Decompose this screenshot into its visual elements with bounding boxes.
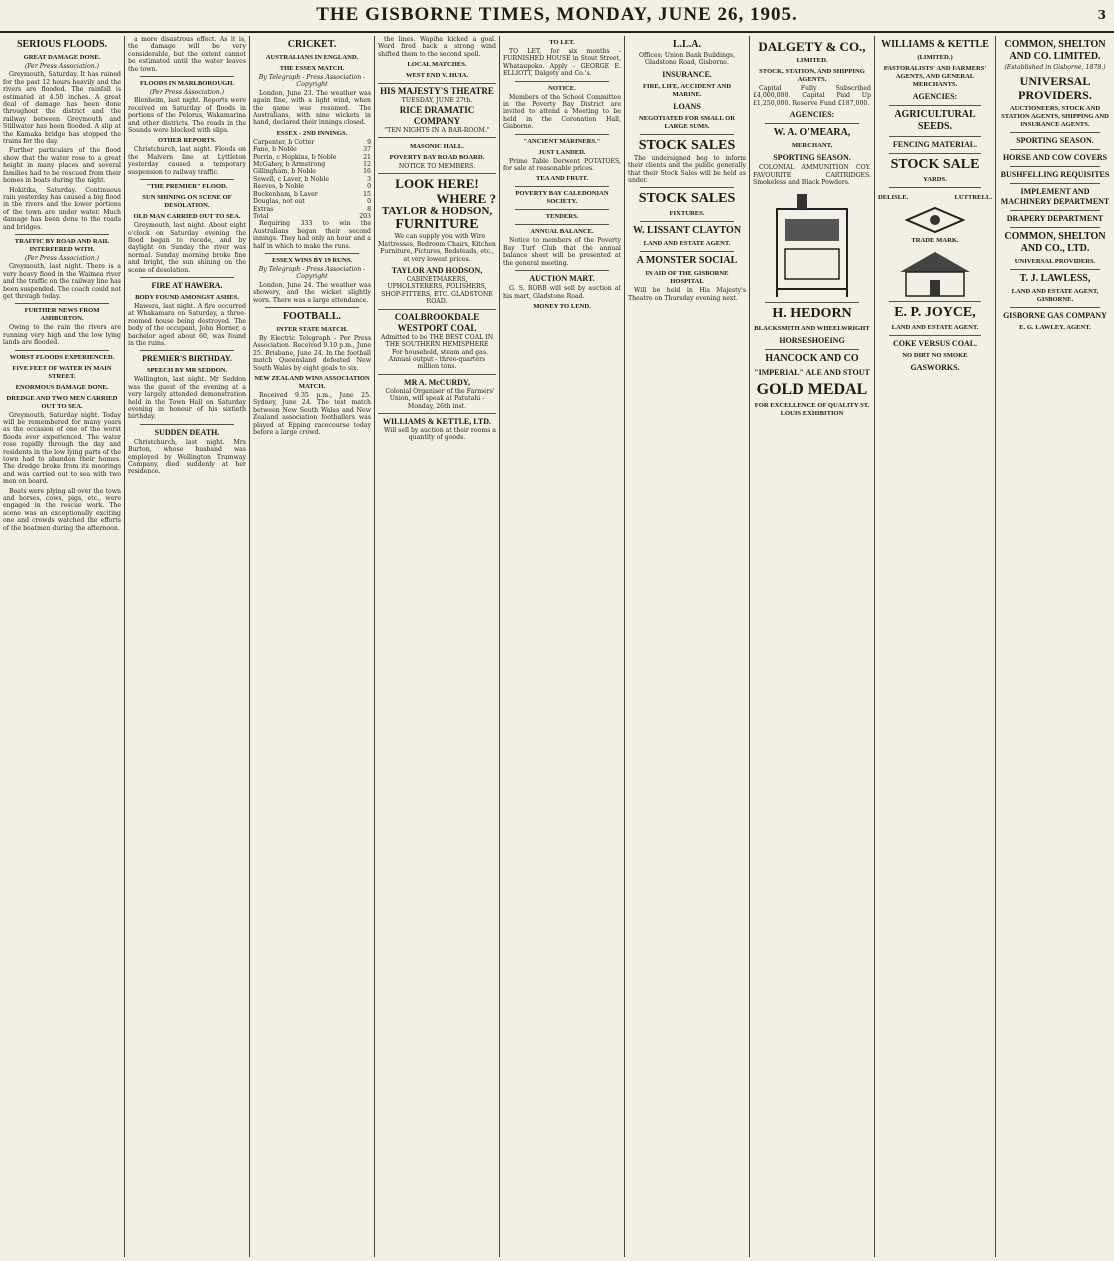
batsman-runs: 15 <box>363 190 371 198</box>
subheadline: AUSTRALIANS IN ENGLAND. <box>265 54 359 61</box>
subheadline: DREDGE AND TWO MEN CARRIED OUT TO SEA. <box>6 394 118 410</box>
divider <box>640 251 734 252</box>
article-paragraph: Owing to the rain the rivers are running very high and the low lying lands are flooded. <box>3 324 121 347</box>
headline: "ANCIENT MARINERS." <box>523 137 601 145</box>
headline: POVERTY BAY CALEDONIAN SOCIETY. <box>515 190 609 206</box>
masthead <box>0 0 1114 32</box>
subheadline: OLD MAN CARRIED OUT TO SEA. <box>133 213 241 221</box>
headline: W. LISSANT CLAYTON <box>632 225 742 237</box>
article-paragraph: Boats were plying all over the town and horses, cows, pigs, etc., were engaged in the rescue work. The scene was an exceptionally exciting one and crowds watched the efforts of the boatmen during the afternoon. <box>3 487 121 532</box>
divider <box>640 134 734 135</box>
advert-title: POVERTY BAY ROAD BOARD. <box>389 154 485 162</box>
article-paragraph: London, June 24. The weather was showery, and the wicket slightly worn. There was a large attendance. <box>253 281 371 304</box>
divider <box>140 424 234 425</box>
subheadline: BLACKSMITH AND WHEELWRIGHT <box>754 325 870 333</box>
article-paragraph: Christchurch, last night. Floods on the Malvern line at Lyttleton yesterday caused a temporary suspension to railway traffic. <box>128 146 246 176</box>
batsman-runs: 12 <box>363 161 371 169</box>
batsman-name: Reeves, b Noble <box>253 183 304 191</box>
scorecard <box>253 139 371 220</box>
trade-mark-emblem-icon <box>905 206 965 234</box>
headline: GASWORKS. <box>910 363 960 372</box>
subheadline: STOCK, STATION, AND SHIPPING AGENTS. <box>759 68 865 83</box>
headline: "THE PREMIER" FLOOD. <box>146 183 228 191</box>
headline: HORSE AND COW COVERS <box>1002 153 1108 163</box>
headline: SPORTING SEASON. <box>1016 136 1094 146</box>
headline: TRAFFIC BY ROAD AND RAIL INTERFERED WITH. <box>14 237 110 253</box>
divider <box>15 234 109 235</box>
headline: A MONSTER SOCIAL <box>636 255 738 267</box>
subheadline: BODY FOUND AMONGST ASHES. <box>135 293 239 301</box>
advert-paragraph: G. S. ROBB will sell by auction at his mart, Gladstone Road. <box>503 285 621 300</box>
subheadline: FIVE FEET OF WATER IN MAIN STREET. <box>12 364 112 380</box>
advert-line: Admitted to be THE BEST COAL IN THE SOUTHERN HEMISPHERE <box>380 333 494 349</box>
divider <box>515 134 609 135</box>
credit-line: (Established in Gisborne, 1878.) <box>1004 64 1106 71</box>
divider <box>889 301 980 302</box>
headline: T. J. LAWLESS, <box>1019 273 1091 285</box>
page-number: 3 <box>1097 8 1106 22</box>
batsman-name: Perrin, c Hopkins, b Noble <box>253 153 337 161</box>
headline: AGENCIES: <box>789 110 835 120</box>
article-paragraph: Greymouth, last night. There is a very heavy flood in the Waimea river and the traffic on the railway line has been suspended. The coach could not get through today. <box>3 263 122 300</box>
column-6 <box>625 36 749 1257</box>
divider <box>765 349 859 350</box>
advert-paragraph: Notice to members of the Poverty Bay Turf Club that the annual balance sheet will be presented at the general meeting. <box>503 237 621 267</box>
scorecard-row <box>253 191 371 198</box>
subheadline: YARDS. <box>923 176 947 183</box>
subheadline: (LIMITED.) <box>917 54 953 61</box>
advert-title: LOOK HERE! <box>395 176 479 192</box>
subheadline: THE ESSEX MATCH. <box>279 65 345 72</box>
subheadline: UNIVERSAL PROVIDERS. <box>1014 258 1096 266</box>
advert-paragraph: Colonial Organiser of the Farmers' Union, will speak at Patutahi - Monday, 26th inst. <box>385 387 495 410</box>
headline: TENDERS. <box>545 213 579 221</box>
headline: AGENCIES: <box>912 92 958 101</box>
advert-title: COALBROOKDALE WESTPORT COAL <box>394 311 480 333</box>
subheadline: FIRE, LIFE, ACCIDENT AND MARINE. <box>643 82 731 98</box>
headline: GISBORNE GAS COMPANY <box>1003 311 1107 321</box>
subheadline: "IMPERIAL" ALE AND STOUT <box>754 368 870 378</box>
headline: FURTHER NEWS FROM ASHBURTON. <box>24 307 100 323</box>
headline: IMPLEMENT AND MACHINERY DEPARTMENT <box>1000 187 1110 207</box>
furniture-advert <box>378 173 496 305</box>
divider <box>889 105 980 106</box>
advert-title: MR A. McCURDY, <box>404 377 470 387</box>
subheadline: NEGOTIATED FOR SMALL OR LARGE SUMS. <box>638 114 736 130</box>
divider <box>1010 166 1100 167</box>
credit-line: By Telegraph - Press Association - Copyright <box>258 265 366 281</box>
batsman-name: McGahey, b Armstrong <box>253 161 326 169</box>
batsman-runs: 9 <box>367 138 371 146</box>
batsman-runs: 203 <box>359 212 371 220</box>
batsman-runs: 0 <box>367 198 371 206</box>
headline: CRICKET. <box>287 39 337 50</box>
headline: STOCK SALES <box>638 191 736 207</box>
theatre-advert <box>378 83 496 134</box>
column-4 <box>375 36 499 1257</box>
headline: WILLIAMS & KETTLE <box>881 39 989 50</box>
headline: FIRE AT HAWERA. <box>151 280 223 290</box>
credit-line: (Per Press Association.) <box>24 254 100 262</box>
headline: OTHER REPORTS. <box>157 137 217 145</box>
headline: NOTICE. <box>548 84 576 92</box>
advert-line: CABINETMAKERS, UPHOLSTERERS, POLISHERS, SHOP-FITTERS, ETC. GLADSTONE ROAD. <box>381 276 493 306</box>
batsman-runs: 21 <box>363 153 371 161</box>
headline: INSURANCE. <box>662 69 712 79</box>
headline: SERIOUS FLOODS. <box>16 39 108 50</box>
headline: COMMON, SHELTON AND CO., LTD. <box>1004 231 1106 255</box>
article-paragraph: By Electric Telegraph - Per Press Association. Received 9.10 p.m., June 25. Brisbane, June 24. In the football match Queensland defeated New South Wales by eight goals to six. <box>253 334 371 372</box>
auction-advert <box>378 413 496 442</box>
batsman-runs: 0 <box>367 183 371 191</box>
advert-line: TUESDAY, JUNE 27th. <box>401 97 473 105</box>
credit-line: (Per Press Association.) <box>149 89 225 97</box>
subheadline: INTER STATE MATCH. <box>276 325 348 333</box>
scorecard-row <box>253 154 371 161</box>
article-paragraph: Greymouth, Saturday. It has rained for the past 12 hours heavily and the rivers are flooded. The rainfall is estimated at 4.50 inches. A great deal of damage has been done throughout the district and the railway between Greymouth and Stillwater has been flooded. A slip at the Kamaka bridge has stopped the trains for the day. <box>3 71 121 146</box>
divider <box>889 136 980 137</box>
advert-line: NOTICE TO MEMBERS. <box>398 163 476 171</box>
house-illustration <box>890 248 980 298</box>
advert-paragraph: Members of the School Committee in the Poverty Bay District are invited to attend a Meeting to be held in the Coronation Hall, Gisborne. <box>503 93 621 131</box>
divider <box>889 153 980 154</box>
article-paragraph: Hawera, last night. A fire occurred at Whakamara on Saturday, a three-roomed house being destroyed. The body of the occupant, John Horner, a bachelor aged about 60, was found in the ruins. <box>128 302 246 347</box>
subheadline: MERCHANT, <box>791 142 833 150</box>
headline: LOANS <box>673 101 701 111</box>
headline: AUCTION MART. <box>529 274 595 284</box>
subheadline: SPEECH BY MR SEDDON. <box>146 367 228 375</box>
subheadline: E. G. LAWLEY, AGENT. <box>1019 324 1091 332</box>
scorecard-row <box>253 161 371 168</box>
subheadline: LAND AND ESTATE AGENT. <box>891 324 979 331</box>
divider <box>1010 210 1100 211</box>
column-7 <box>750 36 874 1257</box>
scorecard-row <box>253 139 371 146</box>
advert-paragraph: Prime Table Derwent POTATOES, for sale at reasonable prices. <box>503 157 621 173</box>
scorecard-title: ESSEX - 2ND INNINGS. <box>276 129 348 137</box>
headline: FENCING MATERIAL. <box>892 140 978 149</box>
article-paragraph: Received 9.35 p.m., June 25. Sydney, June 24. The test match between New South Wales and New Zealand association footballers was played at Epping racecourse today before a large crowd. <box>253 392 371 437</box>
headline: W. A. O'MEARA, <box>773 127 851 139</box>
meeting-advert <box>378 374 496 410</box>
subheadline: FOR EXCELLENCE OF QUALITY ST. LOUIS EXHIBITION <box>754 402 870 418</box>
advert-paragraph: For household, steam and gas. Annual output - three-quarters million tons. <box>388 348 488 371</box>
subheadline: IN AID OF THE GISBORNE HOSPITAL <box>645 270 729 286</box>
article-paragraph: the lines. Wapiha kicked a goal. Word fired back a strong wind shifted them to the second spell. <box>378 36 496 58</box>
headline: DALGETY & CO., <box>758 39 866 54</box>
scorecard-row <box>253 206 371 213</box>
subheadline: LAND AND ESTATE AGENT. <box>643 240 731 248</box>
divider <box>515 224 609 225</box>
column-3 <box>250 36 374 1257</box>
divider <box>765 302 859 303</box>
subheadline: SUN SHINING ON SCENE OF DESOLATION. <box>142 194 232 210</box>
headline: TEA AND FRUIT. <box>535 175 589 183</box>
headline: HANCOCK AND CO <box>765 353 859 365</box>
article-paragraph: Wellington, last night. Mr Seddon was the guest of the evening at a very largely attended demonstration held in the Town Hall on Saturday evening in honour of his sixtieth birthday. <box>128 376 246 421</box>
headline: SUDDEN DEATH. <box>154 427 220 437</box>
headline: GOLD MEDAL <box>756 381 868 399</box>
advert-title: FURNITURE <box>395 217 479 233</box>
advert-title: TAYLOR AND HODSON, <box>391 266 483 276</box>
divider <box>1010 149 1100 150</box>
headline: ANNUAL BALANCE. <box>530 228 594 236</box>
advert-title: HIS MAJESTY'S THEATRE <box>380 86 494 97</box>
advert-title: MASONIC HALL. <box>410 143 464 151</box>
subheadline: LAND AND ESTATE AGENT, GISBORNE. <box>1011 288 1099 304</box>
article-paragraph: Greymouth, Saturday night. Today will be remembered for many years as the occasion of one of the worst floods ever experienced. The water rose rapidly through the day and residents in the low lying parts of the town had to abandon their homes. The dredge broke from its moorings and was carried out to sea with two men on board. <box>3 411 121 486</box>
divider <box>515 81 609 82</box>
advert-title: RICE DRAMATIC COMPANY <box>399 104 475 126</box>
batsman-name: Total <box>253 212 269 220</box>
column-8 <box>875 36 995 1257</box>
divider <box>889 335 980 336</box>
batsman-name: Fane, b Noble <box>253 146 297 154</box>
column-5 <box>500 36 624 1257</box>
scorecard-row <box>253 183 371 190</box>
advert-paragraph: Capital Fully Subscribed £4,000,000. Capital Paid Up £1,250,000. Reserve Fund £187,000. <box>753 85 871 107</box>
advert-line: "TEN NIGHTS IN A BAR-ROOM." <box>384 126 490 134</box>
advert-paragraph: COLONIAL AMMUNITION COY. FAVOURITE CARTRIDGES. Smokeless and Black Powders. <box>753 164 871 187</box>
subheadline: AUCTIONEERS, STOCK AND STATION AGENTS, SHIPPING AND INSURANCE AGENTS. <box>1001 105 1109 129</box>
article-paragraph: Greymouth, last night. About eight o'clock on Saturday evening the flood began to recede, and by daylight on Sunday the river was normal. Sunday morning broke fine and bright, the sun shining on the scene of desolation. <box>128 222 246 274</box>
article-paragraph: London, June 23. The weather was again fine, with a light wind, when the game was resumed. The Australians, with nine wickets in hand, declared their innings closed. <box>253 89 371 127</box>
subheadline: FIXTURES. <box>669 210 705 218</box>
divider <box>15 303 109 304</box>
credit-line: By Telegraph - Press Association - Copyright <box>258 74 366 89</box>
headline: UNIVERSAL PROVIDERS. <box>1018 74 1092 103</box>
article-paragraph: Blenheim, last night. Reports were received on Saturday of floods in portions of the Pelorus, Wakamarina and other districts. The roads in the Sounds were blocked with slips. <box>128 97 246 135</box>
advert-line: Offices: Union Bank Buildings, Gladstone Road, Gisborne. <box>638 52 736 67</box>
batsman-name: Carpenter, b Cotter <box>253 138 315 146</box>
subheadline: LIMITED. <box>796 57 828 64</box>
headline: PREMIER'S BIRTHDAY. <box>142 354 232 364</box>
article-paragraph: a more disastrous effect. As it is, the damage will be very considerable, but the extent cannot be estimated until the water leaves the town. <box>128 36 246 73</box>
scorecard-row <box>253 213 371 220</box>
headline: DRAPERY DEPARTMENT <box>1006 214 1104 224</box>
headline: WORST FLOODS EXPERIENCED. <box>9 353 115 361</box>
headline: JUST LANDED. <box>538 148 586 156</box>
headline: H. HEDORN <box>772 306 852 322</box>
advert-title: WHERE ? <box>436 191 496 207</box>
column-1 <box>0 36 124 1257</box>
subheadline: ENORMOUS DAMAGE DONE. <box>15 383 109 391</box>
batsman-name: Douglas, not out <box>253 198 305 206</box>
batsman-name: Extras <box>253 205 274 213</box>
headline: AGRICULTURAL SEEDS. <box>894 109 976 132</box>
brand-right: LUTTRELL. <box>954 194 992 201</box>
batsman-name: Gillingham, b Noble <box>253 168 316 176</box>
divider <box>140 277 234 278</box>
headline: FOOTBALL. <box>282 310 342 322</box>
advert-paragraph: The undersigned beg to inform their clients and the public generally that their Stock Sales will be held as under. <box>628 154 746 185</box>
headline: BUSHFELLING REQUISITES <box>1000 170 1110 180</box>
headline: TO LET. <box>549 39 575 46</box>
divider <box>265 307 359 308</box>
divider <box>265 253 359 254</box>
divider <box>140 76 234 77</box>
advert-title: TAYLOR & HODSON, <box>381 205 493 218</box>
headline: COMMON, SHELTON AND CO. LIMITED. <box>1004 39 1106 62</box>
notice-advert <box>378 137 496 170</box>
batsman-runs: 37 <box>363 146 371 154</box>
divider <box>1010 183 1100 184</box>
subheadline: PASTORALISTS' AND FARMERS' AGENTS, AND GENERAL MERCHANTS. <box>883 65 987 88</box>
advert-paragraph: Will be held in His Majesty's Theatre on Thursday evening next. <box>628 287 746 302</box>
headline: STOCK SALES <box>638 137 736 153</box>
divider <box>515 209 609 210</box>
scorecard-row <box>253 168 371 175</box>
article-paragraph: Requiring 333 to win the Australians began their second innings. They had only an hour and a half in which to make the runs. <box>253 220 371 250</box>
subheadline: GREAT DAMAGE DONE. <box>23 54 101 61</box>
brand-row <box>878 191 992 203</box>
divider <box>889 187 980 188</box>
batsman-runs: 3 <box>367 175 371 183</box>
divider <box>1010 227 1100 228</box>
credit-line: (Per Press Association.) <box>24 63 100 70</box>
divider <box>140 179 234 180</box>
divider <box>1010 132 1100 133</box>
divider <box>15 350 109 351</box>
coal-advert <box>378 309 496 371</box>
scorecard-row <box>253 176 371 183</box>
advert-paragraph: TO LET, for six months - FURNISHED HOUSE in Stout Street, Whataupoko. Apply - GEORGE E. ELLIOTT, Dalgety and Co.'s. <box>503 48 621 78</box>
stove-illustration <box>767 189 857 299</box>
divider <box>140 350 234 351</box>
headline: HORSESHOEING <box>779 336 845 346</box>
headline: FLOODS IN MARLBOROUGH. <box>140 80 234 88</box>
headline: STOCK SALE <box>890 157 980 172</box>
scorecard-row <box>253 146 371 153</box>
headline: E. P. JOYCE, <box>894 305 976 320</box>
brand-left: DELISLE. <box>878 194 909 201</box>
masthead-rule <box>0 31 1114 33</box>
column-9 <box>996 36 1114 1257</box>
divider <box>515 186 609 187</box>
divider <box>1010 307 1100 308</box>
trade-mark-label: TRADE MARK. <box>911 237 959 244</box>
article-paragraph: Hokitika, Saturday. Continuous rain yesterday has caused a big flood in the rivers and the lower portions of the town are under water. Much damage has been done to the roads and bridges. <box>3 186 121 231</box>
headline: SPORTING SEASON. <box>773 153 851 163</box>
headline: NEW ZEALAND WINS ASSOCIATION MATCH. <box>254 375 370 390</box>
divider <box>765 123 859 124</box>
scorecard-row <box>253 198 371 205</box>
divider <box>515 270 609 271</box>
headline: LOCAL MATCHES. <box>407 61 467 69</box>
divider <box>640 221 734 222</box>
headline: ESSEX WINS BY 19 RUNS. <box>271 256 353 264</box>
batsman-runs: 16 <box>363 168 371 176</box>
article-paragraph: Further particulars of the flood show that the water rose to a great height in many places and several families had to be rescued from their homes in boats during the night. <box>3 147 121 185</box>
advert-title: WILLIAMS & KETTLE, LTD. <box>383 416 491 426</box>
headline: MONEY TO LEND. <box>533 302 591 310</box>
newspaper-title: THE GISBORNE TIMES, MONDAY, JUNE 26, 1905. <box>316 4 798 25</box>
article-paragraph: Christchurch, last night. Mrs Burton, whose husband was employed by Wellington Tramway Company, died suddenly at her residence. <box>128 438 246 476</box>
divider <box>640 187 734 188</box>
headline: L.L.A. <box>672 39 702 50</box>
batsman-name: Sewell, c Laver, b Noble <box>253 175 330 183</box>
batsman-runs: 8 <box>367 205 371 213</box>
batsman-name: Buckenham, b Laver <box>253 190 318 198</box>
advert-paragraph: We can supply you with Wire Mattresses, Bedroom Chairs, Kitchen Furniture, Pictures, Bedsteads, etc., at very lowest prices. <box>378 233 496 263</box>
subheadline: WEST END V. HUIA. <box>405 72 469 80</box>
subheadline: NO DIRT NO SMOKE <box>902 352 968 359</box>
advert-paragraph: Will sell by auction at their rooms a quantity of goods. <box>384 426 496 442</box>
divider <box>1010 269 1100 270</box>
column-2 <box>125 36 249 1257</box>
headline: COKE VERSUS COAL. <box>892 339 978 348</box>
